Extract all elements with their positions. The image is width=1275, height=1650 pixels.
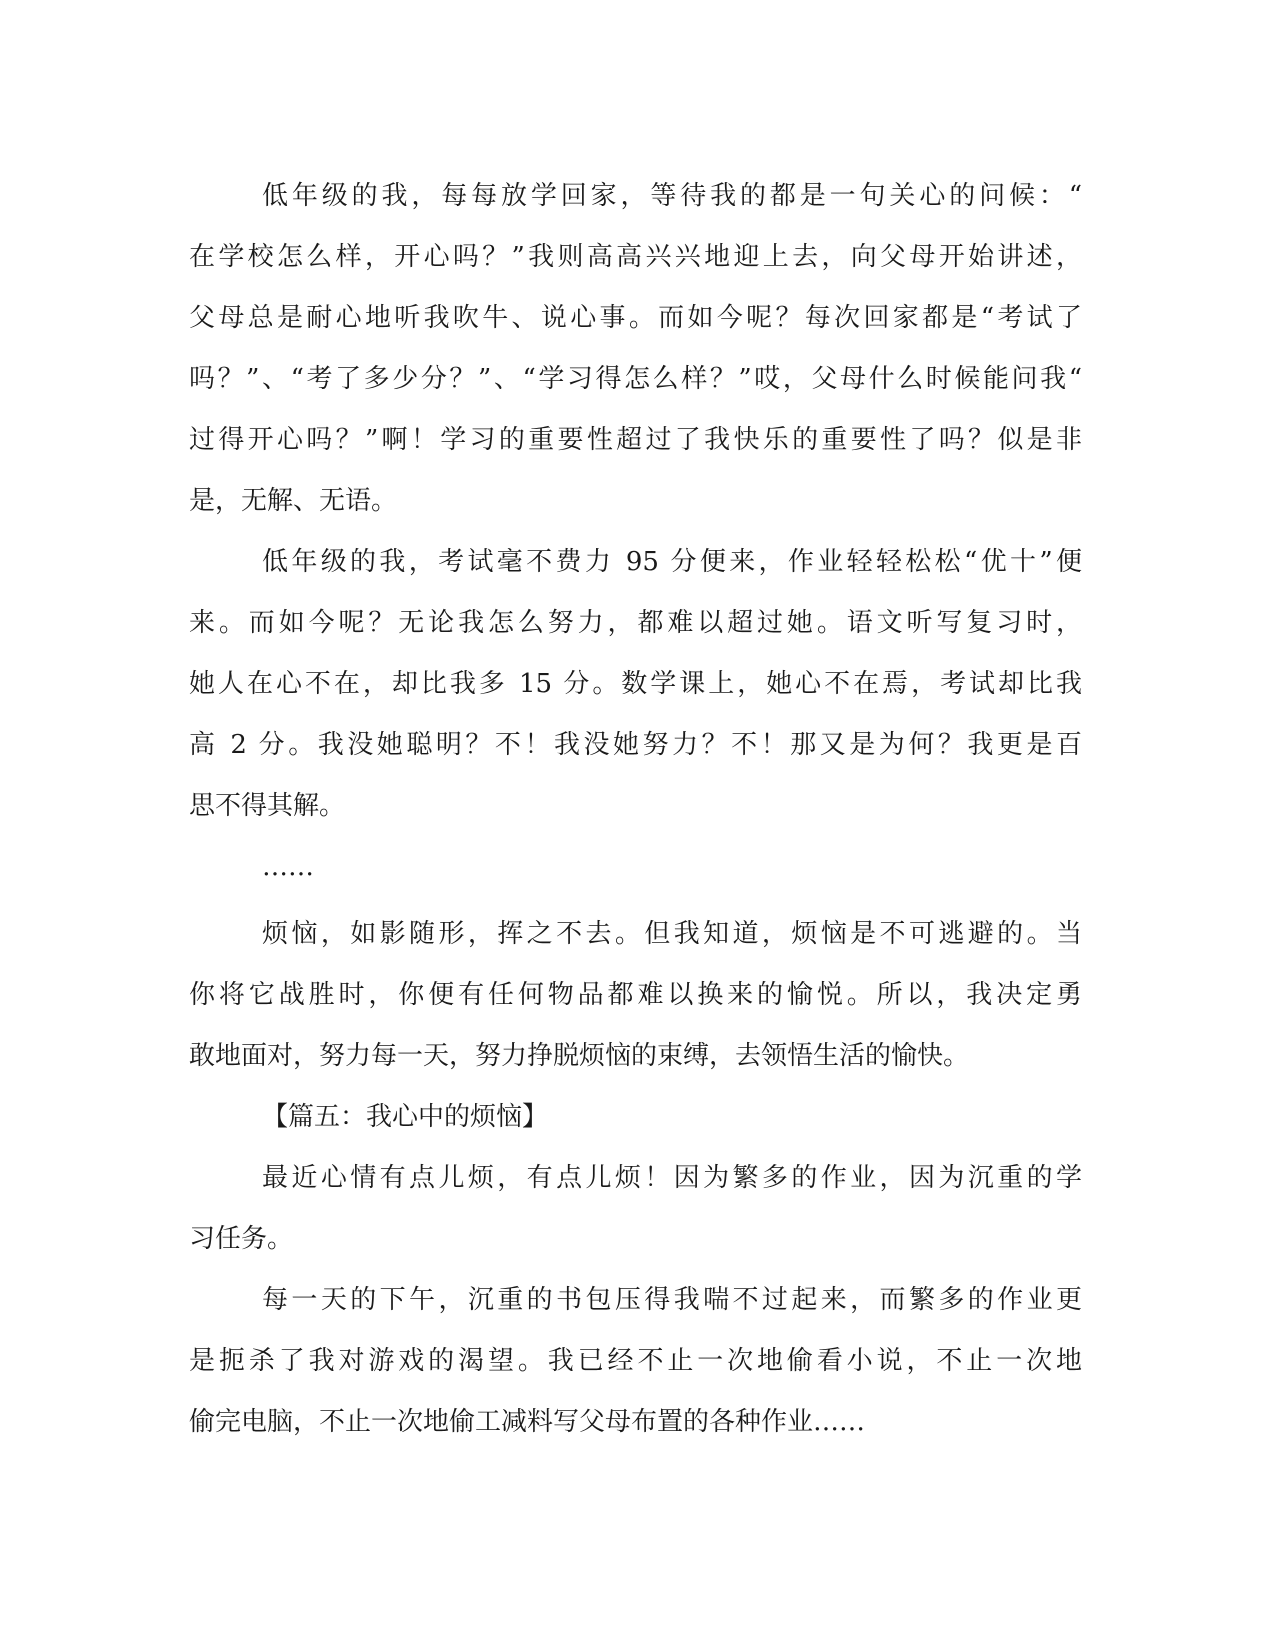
text-line: 敢地面对，努力每一天，努力挣脱烦恼的束缚，去领悟生活的愉快。: [189, 1041, 970, 1071]
text-line: 烦恼，如影随形，挥之不去。但我知道，烦恼是不可逃避的。当: [262, 919, 1082, 949]
document-body: [189, 166, 1082, 1453]
text-line: ……: [262, 852, 314, 882]
text-line: 偷完电脑，不止一次地偷工减料写父母布置的各种作业……: [189, 1407, 866, 1437]
ellipsis-paragraph: [189, 837, 1082, 898]
paragraph-2: [189, 532, 1082, 837]
text-line: 来。而如今呢？无论我怎么努力，都难以超过她。语文听写复习时，: [189, 608, 1082, 638]
text-line: 父母总是耐心地听我吹牛、说心事。而如今呢？每次回家都是“考试了: [189, 303, 1082, 333]
section-heading: [189, 1087, 1082, 1148]
text-line: 在学校怎么样，开心吗？”我则高高兴兴地迎上去，向父母开始讲述，: [189, 242, 1082, 272]
paragraph-5: [189, 1270, 1082, 1453]
paragraph-4: [189, 1148, 1082, 1270]
text-line: 你将它战胜时，你便有任何物品都难以换来的愉悦。所以，我决定勇: [189, 980, 1082, 1010]
text-line: 低年级的我，每每放学回家，等待我的都是一句关心的问候：“: [262, 181, 1082, 211]
section-title: 【篇五：我心中的烦恼】: [262, 1102, 549, 1132]
text-line: 过得开心吗？”啊！学习的重要性超过了我快乐的重要性了吗？似是非: [189, 425, 1082, 455]
text-line: 是，无解、无语。: [189, 486, 398, 516]
text-line: 是扼杀了我对游戏的渴望。我已经不止一次地偷看小说，不止一次地: [189, 1346, 1082, 1376]
text-line: 低年级的我，考试毫不费力 95 分便来，作业轻轻松松“优十”便: [262, 547, 1082, 577]
text-line: 高 2 分。我没她聪明？不！我没她努力？不！那又是为何？我更是百: [189, 730, 1082, 760]
text-line: 习任务。: [189, 1224, 294, 1254]
paragraph-3: [189, 904, 1082, 1087]
text-line: 她人在心不在，却比我多 15 分。数学课上，她心不在焉，考试却比我: [189, 669, 1082, 699]
text-line: 每一天的下午，沉重的书包压得我喘不过起来，而繁多的作业更: [262, 1285, 1082, 1315]
text-line: 思不得其解。: [189, 791, 346, 821]
text-line: 吗？”、“考了多少分？”、“学习得怎么样？”哎，父母什么时候能问我“: [189, 364, 1082, 394]
paragraph-1: [189, 166, 1082, 532]
text-line: 最近心情有点儿烦，有点儿烦！因为繁多的作业，因为沉重的学: [262, 1163, 1082, 1193]
